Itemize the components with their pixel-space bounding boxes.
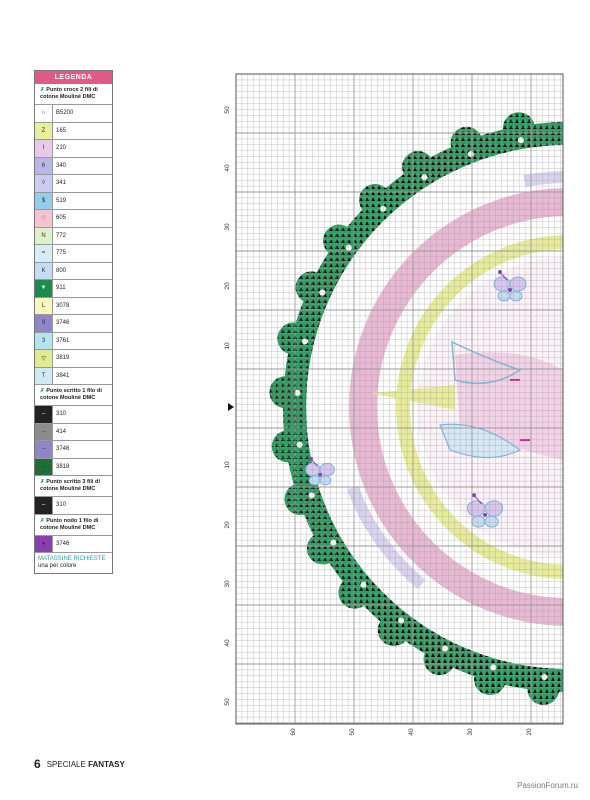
- legend-dmc-code: 800: [56, 267, 67, 274]
- legend-panel: [34, 70, 113, 574]
- scallop-bump: [474, 663, 506, 695]
- legend-section-backstitch-1: ✗ Punto scritto 1 filo di cotone Mouliné DMC: [35, 385, 112, 406]
- legend-row: [35, 175, 112, 193]
- center-arrow-icon: [228, 403, 234, 411]
- legend-symbol: $: [35, 193, 53, 210]
- page-footer: [34, 757, 125, 771]
- legend-symbol: 9: [35, 315, 53, 332]
- scallop-bump: [402, 151, 434, 183]
- butterfly-wing: [467, 501, 485, 516]
- legend-row: [35, 210, 112, 228]
- legend-row: [35, 123, 112, 141]
- butterfly-wing: [510, 277, 526, 291]
- legend-dmc-code: 3746: [56, 320, 70, 327]
- axis-tick-label: 60: [290, 728, 297, 736]
- legend-symbol: –: [35, 424, 53, 441]
- legend-symbol: ∩: [35, 105, 53, 122]
- publication-name: SPECIALE FANTASY: [46, 759, 125, 769]
- legend-dmc-code: 340: [56, 162, 67, 169]
- legend-symbol: N: [35, 228, 53, 245]
- legend-dmc-code: 3746: [56, 540, 70, 547]
- skeins-required-label: MATASSINE RICHIESTE: [38, 556, 106, 562]
- legend-row: [35, 263, 112, 281]
- axis-tick-label: 20: [526, 728, 533, 736]
- legend-symbol: I: [35, 140, 53, 157]
- legend-symbol: ●: [35, 536, 53, 553]
- legend-row: [35, 280, 112, 298]
- legend-symbol: ▼: [35, 280, 53, 297]
- legend-row: [35, 368, 112, 386]
- legend-dmc-code: 310: [56, 411, 67, 418]
- legend-row: [35, 245, 112, 263]
- skeins-required-text: una per colore: [38, 563, 77, 569]
- chart-pattern-fills: [269, 112, 565, 705]
- legend-symbol: ▽: [35, 350, 53, 367]
- legend-dmc-code: 3761: [56, 337, 70, 344]
- legend-items-cross-stitch: [35, 105, 112, 385]
- axis-tick-label: 20: [224, 521, 231, 529]
- legend-row: [35, 333, 112, 351]
- legend-title: LEGENDA: [35, 71, 112, 84]
- legend-dmc-code: 3841: [56, 372, 70, 379]
- axis-tick-label: 40: [224, 164, 231, 172]
- legend-row: [35, 158, 112, 176]
- watermark: PassionForum.ru: [517, 781, 578, 790]
- legend-dmc-code: 3746: [56, 446, 70, 453]
- butterfly-wing: [320, 476, 331, 485]
- legend-dmc-code: 165: [56, 127, 67, 134]
- scallop-heart: [346, 245, 352, 251]
- scallop-bump: [296, 271, 328, 303]
- legend-symbol: –: [35, 497, 53, 514]
- legend-row: [35, 315, 112, 333]
- legend-symbol: –: [35, 459, 53, 476]
- cross-stitch-chart: [220, 70, 565, 740]
- butterfly-wing: [472, 516, 485, 527]
- legend-symbol: 3: [35, 333, 53, 350]
- butterfly-wing: [485, 516, 498, 527]
- legend-symbol: –: [35, 406, 53, 423]
- legend-row: [35, 441, 112, 459]
- axis-tick-label: 30: [224, 580, 231, 588]
- axis-tick-label: 40: [408, 728, 415, 736]
- legend-symbol: Z: [35, 123, 53, 140]
- legend-row: [35, 140, 112, 158]
- legend-section-cross-stitch: ✗ Punto croce 2 fili di cotone Mouliné DMC: [35, 84, 112, 105]
- legend-symbol: 6: [35, 158, 53, 175]
- legend-row: [35, 497, 112, 515]
- butterfly-wing: [485, 501, 503, 516]
- legend-dmc-code: 3818: [56, 463, 70, 470]
- legend-dmc-code: 775: [56, 250, 67, 257]
- legend-row: [35, 298, 112, 316]
- page-number: 6: [34, 757, 41, 771]
- scallop-bump: [424, 643, 456, 675]
- scallop-bump: [359, 184, 391, 216]
- legend-symbol: ♡: [35, 210, 53, 227]
- axis-tick-label: 10: [224, 342, 231, 350]
- legend-dmc-code: 772: [56, 232, 67, 239]
- butterfly-wing: [309, 476, 320, 485]
- butterfly-wing: [498, 291, 510, 301]
- legend-row: [35, 424, 112, 442]
- scallop-heart: [330, 540, 336, 546]
- legend-symbol: K: [35, 263, 53, 280]
- scallop-heart: [309, 492, 315, 498]
- legend-dmc-code: 3819: [56, 355, 70, 362]
- legend-row: [35, 228, 112, 246]
- legend-dmc-code: 911: [56, 285, 66, 292]
- butterfly-wing: [494, 277, 510, 291]
- butterfly-wing: [320, 463, 334, 476]
- legend-dmc-code: 519: [56, 197, 67, 204]
- butterfly-wing: [510, 291, 522, 301]
- scallop-heart: [302, 338, 308, 344]
- legend-row: [35, 193, 112, 211]
- scallop-heart: [421, 174, 427, 180]
- legend-dmc-code: 3078: [56, 302, 70, 309]
- axis-tick-label: 30: [467, 728, 474, 736]
- legend-symbol: T: [35, 368, 53, 385]
- legend-items-backstitch-1: [35, 406, 112, 476]
- legend-dmc-code: 414: [56, 428, 67, 435]
- legend-items-french-knot: [35, 536, 112, 554]
- axis-tick-label: 40: [224, 639, 231, 647]
- scallop-bump: [307, 533, 339, 565]
- scallop-heart: [490, 665, 496, 671]
- axis-tick-label: 20: [224, 282, 231, 290]
- french-knot: [508, 288, 512, 292]
- legend-row: [35, 536, 112, 554]
- legend-dmc-code: 310: [56, 502, 67, 509]
- axis-tick-label: 50: [349, 728, 356, 736]
- french-knot: [472, 493, 476, 497]
- legend-symbol: L: [35, 298, 53, 315]
- legend-section-backstitch-3: ✗ Punto scritto 3 fili di cotone Mouliné DMC: [35, 476, 112, 497]
- axis-tick-label: 50: [224, 698, 231, 706]
- scallop-heart: [360, 582, 366, 588]
- legend-symbol: –: [35, 441, 53, 458]
- scallop-heart: [380, 206, 386, 212]
- legend-dmc-code: 341: [56, 180, 67, 187]
- legend-dmc-code: B5200: [56, 110, 74, 117]
- legend-dmc-code: 605: [56, 215, 67, 222]
- legend-dmc-code: 210: [56, 145, 67, 152]
- legend-footnote: [35, 553, 112, 573]
- axis-tick-label: 30: [224, 223, 231, 231]
- legend-symbol: =: [35, 245, 53, 262]
- legend-row: [35, 105, 112, 123]
- scallop-heart: [468, 151, 474, 157]
- legend-row: [35, 459, 112, 477]
- scallop-heart: [518, 137, 524, 143]
- legend-row: [35, 350, 112, 368]
- legend-symbol: ◊: [35, 175, 53, 192]
- legend-items-backstitch-3: [35, 497, 112, 515]
- scallop-heart: [297, 442, 303, 448]
- scallop-bump: [323, 225, 355, 257]
- scallop-heart: [541, 674, 547, 680]
- scallop-bump: [378, 614, 410, 646]
- axis-tick-label: 50: [224, 106, 231, 114]
- legend-row: [35, 406, 112, 424]
- legend-section-french-knot: ✗ Punto nodo 1 filo di cotone Mouliné DMC: [35, 515, 112, 536]
- axis-tick-label: 10: [224, 461, 231, 469]
